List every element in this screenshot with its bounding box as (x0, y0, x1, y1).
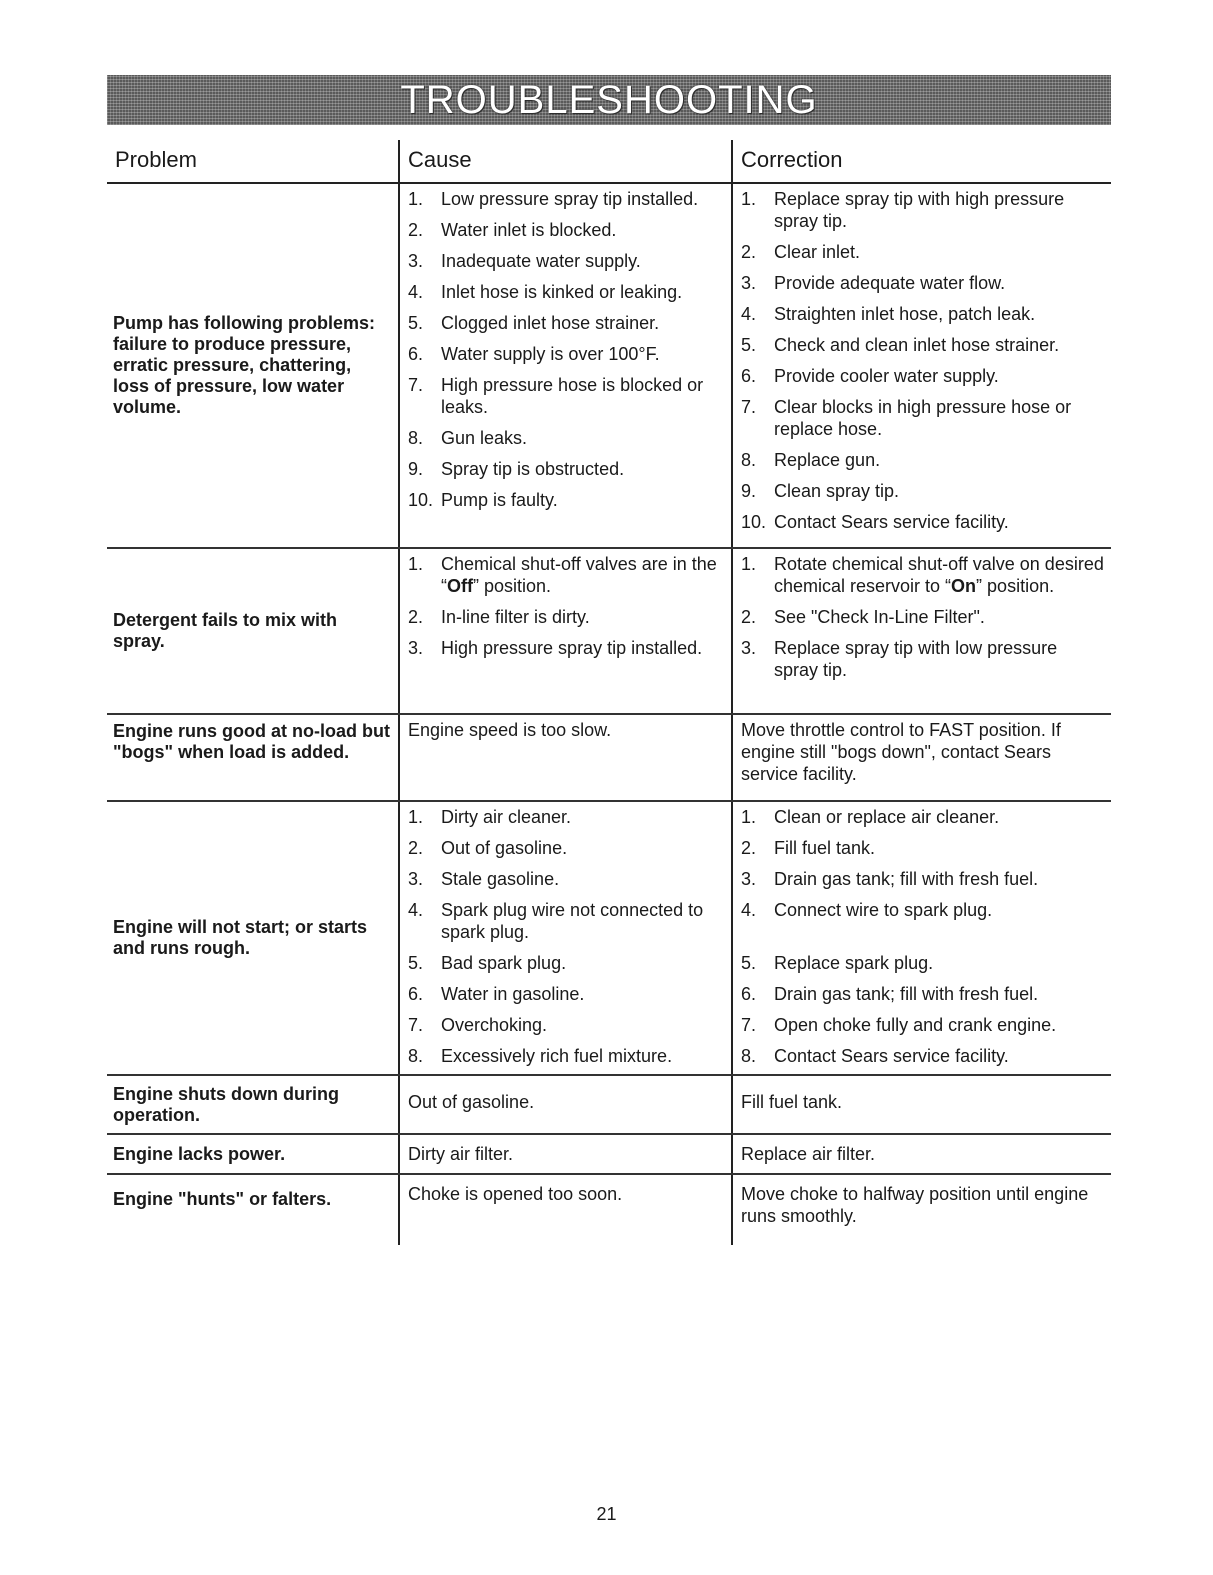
problem-cell (107, 1175, 398, 1245)
list-item (741, 1045, 1105, 1067)
item-text-part: Rotate chemical shut-off valve on desired chemical reservoir to “ (774, 554, 1104, 596)
item-text: Drain gas tank; fill with fresh fuel. (774, 869, 1039, 889)
list-item (408, 489, 725, 511)
item-text: Contact Sears service facility. (774, 512, 1009, 532)
item-number: 3. (408, 869, 424, 889)
item-number: 4. (741, 900, 757, 920)
item-number: 2. (408, 220, 424, 240)
correction-text: Move choke to halfway position until engine runs smoothly. (741, 1184, 1089, 1226)
item-number: 5. (408, 953, 424, 973)
item-number: 3. (741, 869, 757, 889)
item-text: Clear inlet. (774, 242, 861, 262)
list-item (741, 868, 1105, 890)
item-text: Dirty air cleaner. (441, 807, 572, 827)
list-item (408, 219, 725, 241)
item-text: Stale gasoline. (441, 869, 560, 889)
cause-cell (398, 1076, 731, 1133)
item-number: 7. (408, 1015, 424, 1035)
item-text: Water in gasoline. (441, 984, 585, 1004)
list-item (408, 868, 725, 890)
cause-text: Choke is opened too soon. (408, 1184, 623, 1204)
problem-text: Engine "hunts" or falters. (113, 1189, 332, 1209)
list-item (408, 899, 725, 943)
list-item (741, 303, 1105, 325)
item-number: 3. (408, 638, 424, 658)
item-number: 1. (408, 807, 424, 827)
item-number: 3. (408, 251, 424, 271)
list-item (741, 396, 1105, 440)
item-text: High pressure spray tip installed. (441, 638, 703, 658)
item-text: Spray tip is obstructed. (441, 459, 625, 479)
item-number: 5. (741, 953, 757, 973)
item-number: 7. (408, 375, 424, 395)
troubleshooting-table (107, 140, 1111, 1245)
item-number: 5. (408, 313, 424, 333)
item-number: 1. (408, 554, 424, 574)
item-number: 7. (741, 1015, 757, 1035)
item-text-part: ” position. (473, 576, 552, 596)
cause-text: Dirty air filter. (408, 1144, 514, 1164)
list-item (408, 188, 725, 210)
item-text: Provide cooler water supply. (774, 366, 999, 386)
item-number: 6. (741, 984, 757, 1004)
table-row (107, 715, 1111, 802)
item-text: Clear blocks in high pressure hose or replace hose. (774, 397, 1072, 439)
problem-cell (107, 1076, 398, 1133)
item-text: Replace spark plug. (774, 953, 934, 973)
list-item (741, 983, 1105, 1005)
table-row (107, 1076, 1111, 1135)
item-number: 4. (408, 900, 424, 920)
list-item (741, 188, 1105, 232)
item-text: In-line filter is dirty. (441, 607, 590, 627)
item-number: 6. (408, 344, 424, 364)
item-text: Inlet hose is kinked or leaking. (441, 282, 683, 302)
list-item (741, 637, 1105, 681)
item-number: 8. (408, 428, 424, 448)
cause-cell (398, 549, 731, 713)
item-text: High pressure hose is blocked or leaks. (441, 375, 704, 417)
problem-cell (107, 1135, 398, 1173)
item-number: 2. (408, 607, 424, 627)
item-text: Overchoking. (441, 1015, 548, 1035)
item-number: 7. (741, 397, 757, 417)
item-number: 10. (741, 512, 767, 532)
item-text: Water supply is over 100°F. (441, 344, 660, 364)
item-text: Out of gasoline. (441, 838, 568, 858)
item-text: Contact Sears service facility. (774, 1046, 1009, 1066)
correction-cell (731, 1076, 1111, 1133)
table-row (107, 549, 1111, 715)
item-number: 5. (741, 335, 757, 355)
table-row (107, 184, 1111, 549)
item-number: 6. (408, 984, 424, 1004)
header-problem: Problem (115, 147, 197, 172)
list-item (408, 458, 725, 480)
list-item (741, 272, 1105, 294)
list-item (741, 511, 1105, 533)
list-item (741, 480, 1105, 502)
item-text: Excessively rich fuel mixture. (441, 1046, 673, 1066)
item-text: Provide adequate water flow. (774, 273, 1006, 293)
correction-cell (731, 184, 1111, 547)
list-item (408, 806, 725, 828)
item-text: Replace spray tip with high pressure spray tip. (774, 189, 1065, 231)
list-item (741, 806, 1105, 828)
problem-text: Engine lacks power. (113, 1143, 286, 1164)
item-text: Check and clean inlet hose strainer. (774, 335, 1060, 355)
list-item (741, 952, 1105, 974)
problem-cell (107, 802, 398, 1074)
list-item (741, 449, 1105, 471)
item-number: 3. (741, 638, 757, 658)
item-text (441, 553, 725, 597)
item-text: See "Check In-Line Filter". (774, 607, 985, 627)
item-number: 1. (408, 189, 424, 209)
list-item (741, 837, 1105, 859)
cause-cell (398, 1135, 731, 1173)
cause-cell (398, 802, 731, 1074)
page-title: TROUBLESHOOTING (400, 77, 818, 122)
title-banner (107, 75, 1111, 125)
problem-cell (107, 549, 398, 713)
item-text: Replace spray tip with low pressure spray tip. (774, 638, 1058, 680)
item-text-part: ” position. (976, 576, 1055, 596)
list-item (408, 1045, 725, 1067)
correction-cell (731, 715, 1111, 800)
on-keyword: On (951, 576, 977, 596)
list-item (408, 837, 725, 859)
correction-cell (731, 1175, 1111, 1245)
list-item (408, 250, 725, 272)
correction-cell (731, 1135, 1111, 1173)
list-item (741, 553, 1105, 597)
item-number: 9. (408, 459, 424, 479)
item-text: Straighten inlet hose, patch leak. (774, 304, 1036, 324)
list-item (741, 334, 1105, 356)
item-text: Gun leaks. (441, 428, 528, 448)
list-item (741, 1014, 1105, 1036)
list-item (408, 343, 725, 365)
item-text: Clean or replace air cleaner. (774, 807, 1000, 827)
item-number: 2. (408, 838, 424, 858)
problem-text: Detergent fails to mix with spray. (113, 610, 338, 651)
header-correction: Correction (731, 140, 1111, 182)
item-number: 2. (741, 838, 757, 858)
table-row (107, 1175, 1111, 1245)
item-number: 3. (741, 273, 757, 293)
correction-text: Fill fuel tank. (741, 1092, 843, 1112)
list-item (408, 427, 725, 449)
item-text: Water inlet is blocked. (441, 220, 617, 240)
item-number: 10. (408, 490, 434, 510)
problem-text: Engine will not start; or starts and runs rough. (113, 917, 368, 958)
correction-text: Move throttle control to FAST position. If engine still "bogs down", contact Sears service facility. (741, 720, 1061, 784)
item-text: Connect wire to spark plug. (774, 900, 993, 920)
list-item (741, 899, 1105, 921)
correction-cell (731, 549, 1111, 713)
list-item (741, 241, 1105, 263)
item-number: 1. (741, 189, 757, 209)
item-text: Inadequate water supply. (441, 251, 641, 271)
item-number: 8. (741, 1046, 757, 1066)
problem-text: Pump has following problems: failure to produce pressure, erratic pressure, chattering, loss of pressure, low water volume. (113, 313, 376, 417)
cause-cell (398, 715, 731, 800)
table-row (107, 1135, 1111, 1175)
item-number: 8. (408, 1046, 424, 1066)
cause-cell (398, 1175, 731, 1245)
item-number: 4. (408, 282, 424, 302)
list-item (408, 1014, 725, 1036)
item-number: 1. (741, 807, 757, 827)
cause-cell (398, 184, 731, 547)
item-text: Spark plug wire not connected to spark plug. (441, 900, 704, 942)
item-number: 1. (741, 554, 757, 574)
item-number: 2. (741, 242, 757, 262)
problem-text: Engine shuts down during operation. (113, 1083, 339, 1125)
list-item (408, 983, 725, 1005)
header-cause: Cause (398, 140, 731, 182)
list-item (408, 281, 725, 303)
list-item (741, 365, 1105, 387)
problem-text: Engine runs good at no-load but "bogs" when load is added. (113, 721, 390, 762)
item-number: 9. (741, 481, 757, 501)
cause-text: Engine speed is too slow. (408, 720, 612, 740)
list-item (408, 952, 725, 974)
correction-text: Replace air filter. (741, 1144, 876, 1164)
list-item (408, 312, 725, 334)
item-number: 8. (741, 450, 757, 470)
item-text: Low pressure spray tip installed. (441, 189, 699, 209)
item-text: Clean spray tip. (774, 481, 900, 501)
item-text: Bad spark plug. (441, 953, 567, 973)
item-text: Open choke fully and crank engine. (774, 1015, 1057, 1035)
item-text: Fill fuel tank. (774, 838, 876, 858)
table-header (107, 140, 1111, 184)
problem-cell (107, 184, 398, 547)
item-number: 6. (741, 366, 757, 386)
problem-cell (107, 715, 398, 800)
item-text: Pump is faulty. (441, 490, 558, 510)
list-item (408, 606, 725, 628)
list-item (741, 606, 1105, 628)
item-text (774, 553, 1105, 597)
item-text-part: Chemical shut-off valves are in the “ (441, 554, 717, 596)
item-text: Replace gun. (774, 450, 881, 470)
list-item (408, 374, 725, 418)
item-text: Clogged inlet hose strainer. (441, 313, 660, 333)
item-number: 2. (741, 607, 757, 627)
item-text: Drain gas tank; fill with fresh fuel. (774, 984, 1039, 1004)
page-number: 21 (596, 1504, 617, 1524)
correction-cell (731, 802, 1111, 1074)
table-row (107, 802, 1111, 1076)
list-item (408, 637, 725, 659)
cause-text: Out of gasoline. (408, 1092, 535, 1112)
item-number: 4. (741, 304, 757, 324)
list-item (408, 553, 725, 597)
off-keyword: Off (447, 576, 473, 596)
